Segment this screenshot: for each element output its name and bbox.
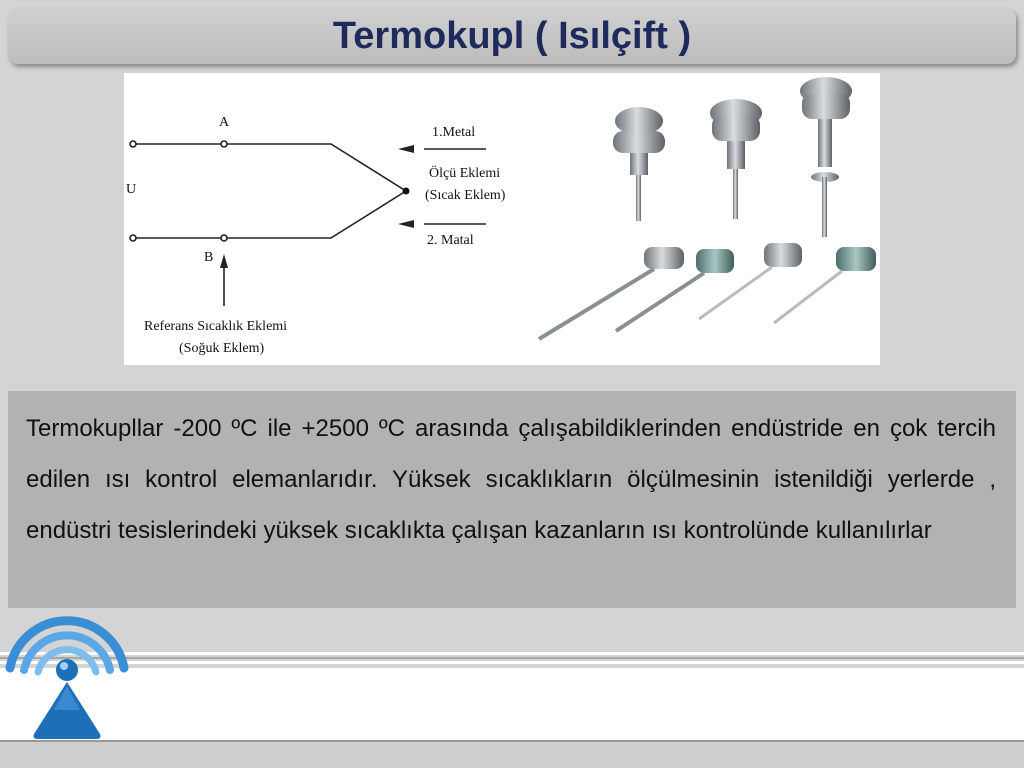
metal2-wire bbox=[227, 191, 406, 238]
label-metal1: 1.Metal bbox=[432, 125, 476, 140]
label-junction-1: Ölçü Eklemi bbox=[429, 166, 501, 181]
thermocouple-product-images bbox=[539, 77, 876, 339]
label-junction-2: (Sıcak Eklem) bbox=[425, 188, 506, 203]
label-u: U bbox=[126, 182, 137, 197]
label-reference-2: (Soğuk Eklem) bbox=[179, 341, 265, 356]
thermocouple-head-3-icon bbox=[800, 77, 852, 237]
terminal-left-top bbox=[130, 141, 136, 147]
slide-title: Termokupl ( Isılçift ) bbox=[332, 14, 692, 57]
arrow-metal2-icon bbox=[398, 220, 414, 228]
thermocouple-head-2-icon bbox=[710, 99, 762, 219]
arrow-reference-icon bbox=[220, 254, 228, 268]
terminal-b bbox=[221, 235, 227, 241]
wireless-signal-logo-icon bbox=[0, 600, 140, 742]
hot-junction-dot bbox=[403, 188, 410, 195]
arrow-metal1-icon bbox=[398, 145, 414, 153]
terminal-a bbox=[221, 141, 227, 147]
label-metal2: 2. Matal bbox=[427, 233, 474, 248]
metal1-wire bbox=[227, 144, 406, 191]
thermocouple-diagram bbox=[124, 73, 880, 365]
terminal-left-bottom bbox=[130, 235, 136, 241]
footer-strip bbox=[0, 742, 1024, 768]
description-box bbox=[8, 391, 1016, 608]
title-bar bbox=[8, 8, 1016, 64]
description-text: Termokupllar -200 ºC ile +2500 ºC arasında çalışabildiklerinden endüstride en çok tercih edilen ısı kontrol elemanlarıdır. Yüksek sıcaklıkların ölçülmesinin istenildiği yerlerde , endüstri tesislerindeki yüksek sıcaklıkta çalışan kazanların ısı kontrolünde kullanılırlar bbox=[26, 415, 996, 544]
thermocouple-head-1-icon bbox=[613, 107, 665, 221]
label-reference-1: Referans Sıcaklık Eklemi bbox=[144, 319, 288, 334]
label-b: B bbox=[204, 250, 214, 265]
thermocouple-figure bbox=[124, 73, 880, 365]
thermocouple-probe-1-icon bbox=[539, 247, 684, 339]
label-a: A bbox=[219, 115, 230, 130]
footer-panel bbox=[0, 668, 1024, 743]
